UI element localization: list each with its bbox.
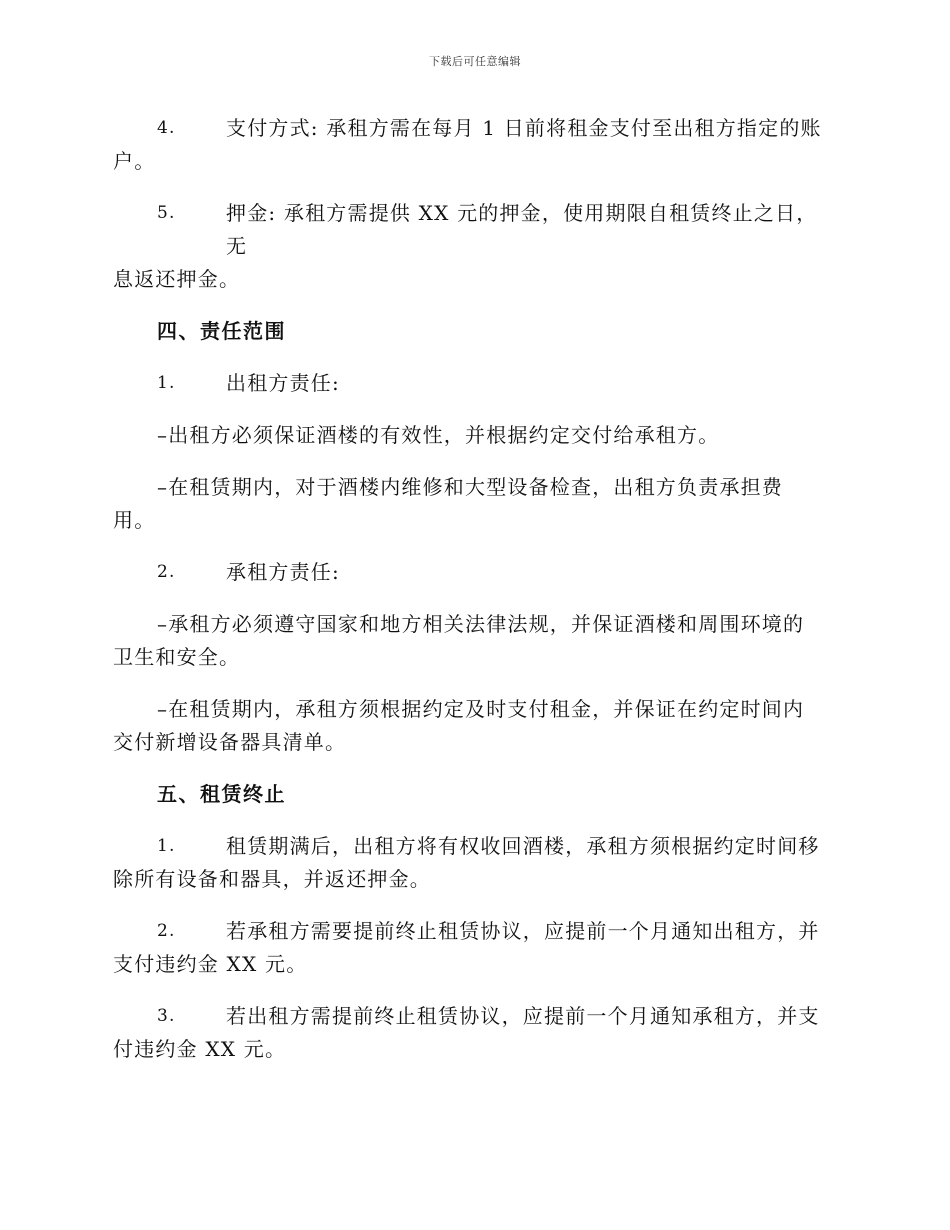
clause-5 [113, 197, 838, 296]
page-header: 下载后可任意编辑 [429, 55, 521, 68]
responsibility-2-bullet-2-line1: –在租赁期内，承租方须根据约定及时支付租金，并保证在约定时间内 [157, 697, 805, 721]
responsibility-2-bullet-1-line2: 卫生和安全。 [113, 645, 241, 669]
clause-4 [113, 112, 838, 178]
responsibility-2-number: 2. [157, 562, 176, 582]
clause-4-line2: 户。 [113, 149, 156, 173]
clause-4-text: 支付方式: 承租方需在每月 1 日前将租金支付至出租方指定的账 [226, 116, 822, 140]
termination-2 [113, 915, 838, 981]
clause-5-number: 5. [157, 203, 176, 223]
responsibility-1 [113, 367, 838, 400]
termination-3-text: 若出租方需提前终止租赁协议，应提前一个月通知承租方，并支 [226, 1004, 820, 1028]
responsibility-1-bullet-2 [113, 471, 838, 537]
clause-4-line1 [113, 112, 838, 145]
responsibility-1-bullet-2-line2: 用。 [113, 508, 156, 532]
clause-5-line2: 息返还押金。 [113, 267, 241, 291]
responsibility-2-bullet-1-line1: –承租方必须遵守国家和地方相关法律法规，并保证酒楼和周围环境的 [157, 612, 805, 636]
clause-5-line1 [113, 197, 838, 263]
responsibility-2-bullet-2 [113, 693, 838, 759]
termination-2-number: 2. [157, 921, 176, 941]
termination-1 [113, 830, 838, 896]
termination-2-line2: 支付违约金 XX 元。 [113, 952, 308, 976]
termination-1-line2: 除所有设备和器具，并返还押金。 [113, 867, 431, 891]
termination-1-text: 租赁期满后，出租方将有权收回酒楼，承租方须根据约定时间移 [226, 834, 820, 858]
termination-1-number: 1. [157, 836, 176, 856]
responsibility-2-bullet-2-line2: 交付新增设备器具清单。 [113, 730, 347, 754]
responsibility-1-bullet-1: –出租方必须保证酒楼的有效性，并根据约定交付给承租方。 [157, 423, 720, 447]
section-heading-5: 五、租赁终止 [157, 782, 286, 806]
responsibility-2-title: 承租方责任: [226, 560, 340, 584]
termination-3-line1 [113, 1000, 838, 1033]
clause-4-number: 4. [157, 118, 176, 138]
document-body [113, 112, 838, 1066]
responsibility-1-bullet-2-line1: –在租赁期内，对于酒楼内维修和大型设备检查，出租方负责承担费 [157, 475, 783, 499]
clause-5-text: 押金: 承租方需提供 XX 元的押金，使用期限自租赁终止之日，无 [226, 201, 818, 258]
termination-1-line1 [113, 830, 838, 863]
responsibility-2 [113, 556, 838, 589]
section-heading-4: 四、责任范围 [157, 319, 286, 343]
responsibility-1-number: 1. [157, 373, 176, 393]
responsibility-2-bullet-1 [113, 608, 838, 674]
termination-2-line1 [113, 915, 838, 948]
termination-2-text: 若承租方需要提前终止租赁协议，应提前一个月通知出租方，并 [226, 919, 820, 943]
termination-3 [113, 1000, 838, 1066]
termination-3-number: 3. [157, 1006, 176, 1026]
responsibility-1-title: 出租方责任: [226, 371, 340, 395]
termination-3-line2: 付违约金 XX 元。 [113, 1037, 287, 1061]
